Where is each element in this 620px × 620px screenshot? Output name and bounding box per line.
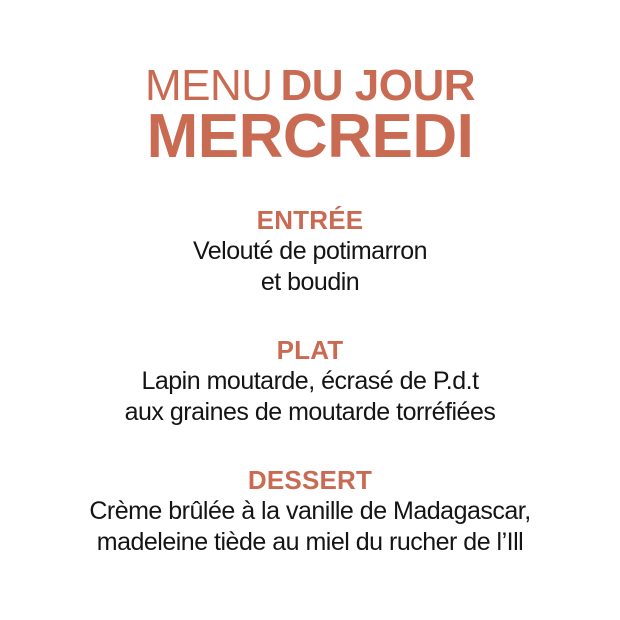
dish-line: aux graines de moutarde torréfiées (124, 398, 496, 426)
day-title: MERCREDI (146, 102, 474, 171)
course-heading-entree: ENTRÉE (256, 205, 364, 235)
page-title (0, 61, 620, 110)
menu-section-plat (0, 334, 620, 428)
dish-line: madeleine tiède au miel du rucher de l’Ill (96, 528, 524, 556)
dish-line: Crème brûlée à la vanille de Madagascar, (89, 497, 531, 525)
dish-line: Velouté de potimarron (192, 237, 428, 265)
page-title-menu: MENU (145, 61, 273, 110)
dish-line: Lapin moutarde, écrasé de P.d.t (141, 367, 479, 395)
menu-section-entree (0, 204, 620, 298)
dish-line: et boudin (260, 268, 360, 296)
page-title-du-jour: DU JOUR (280, 61, 475, 110)
course-heading-plat: PLAT (276, 335, 344, 365)
menu-section-dessert (0, 464, 620, 558)
course-heading-dessert: DESSERT (247, 465, 373, 495)
